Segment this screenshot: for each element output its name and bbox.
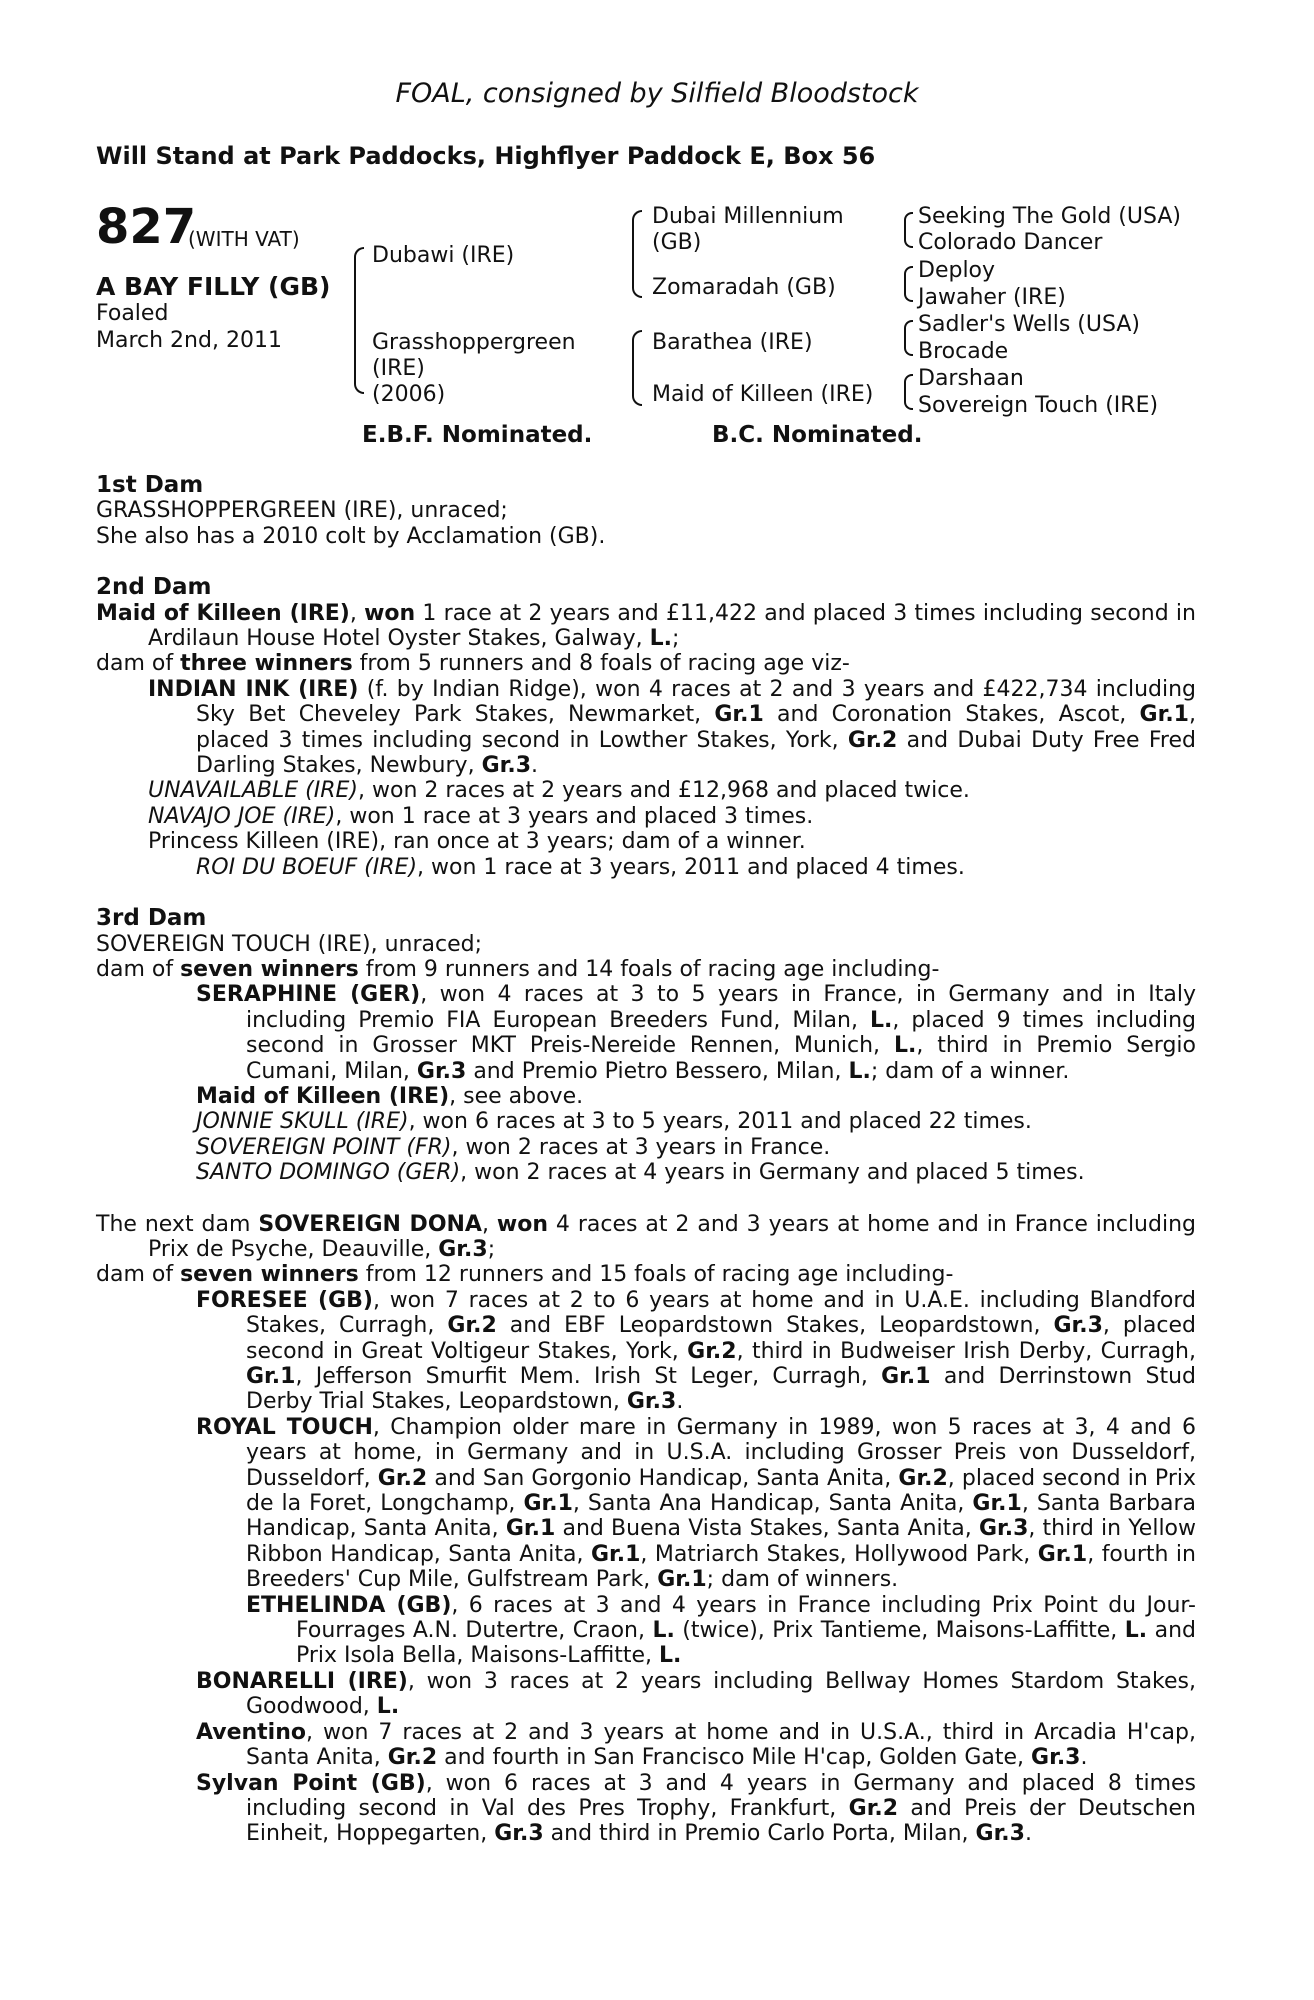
g3-ddd: Sovereign Touch (IRE)	[918, 393, 1159, 418]
vat-note: (WITH VAT)	[188, 227, 300, 251]
first-dam-line: GRASSHOPPERGREEN (IRE), unraced;	[96, 498, 508, 524]
next-dam-produce-summary: dam of seven winners from 12 runners and 15 foals of racing age including-	[96, 1262, 954, 1288]
lot-title: A BAY FILLY (GB)	[96, 272, 331, 301]
produce-jonnie-skull: JONNIE SKULL (IRE), won 6 races at 3 to 5 years, 2011 and placed 22 times.	[196, 1109, 1032, 1135]
dam-sire: Barathea (IRE)	[652, 330, 813, 355]
lot-number: 827	[96, 199, 197, 255]
produce-santo-domingo: SANTO DOMINGO (GER), won 2 races at 4 years in Germany and placed 5 times.	[196, 1160, 1085, 1186]
pedigree-bracket-gen1	[354, 247, 364, 394]
produce-princess-killeen: Princess Killeen (IRE), ran once at 3 years; dam of a winner.	[148, 829, 806, 855]
sire-dam: Zomaradah (GB)	[652, 275, 836, 300]
foaled-label: Foaled	[96, 301, 169, 326]
dam-line1: Grasshoppergreen	[372, 330, 576, 355]
pedigree-bracket-dd	[904, 374, 913, 410]
second-dam-heading: 2nd Dam	[96, 574, 212, 601]
produce-indian-ink: INDIAN INK (IRE) (f. by Indian Ridge), won 4 races at 2 and 3 years and £422,734 including Sky Bet Cheveley Park Stakes, Newmarket, Gr.1 and Coronation Stakes, Ascot, Gr.1, placed 3 times including second in Lowther Stakes, York, Gr.2 and Dubai Duty Free Fred Darling Stakes, Newbury, Gr.3.	[148, 676, 1196, 779]
pedigree-bracket-dam	[632, 330, 642, 406]
pedigree-bracket-sire	[632, 210, 642, 298]
dam-line3: (2006)	[372, 382, 446, 407]
g3-sdd: Jawaher (IRE)	[918, 285, 1066, 310]
second-dam-entry: Maid of Killeen (IRE), won 1 race at 2 years and £11,422 and placed 3 times including second in Ardilaun House Hotel Oyster Stakes, Galway, L.;	[96, 600, 1196, 652]
produce-maid-of-killeen: Maid of Killeen (IRE), see above.	[196, 1083, 584, 1109]
next-dam-entry: The next dam SOVEREIGN DONA, won 4 races at 2 and 3 years at home and in France including Prix de Psyche, Deauville, Gr.3;	[96, 1211, 1196, 1262]
sire-sire-line2: (GB)	[652, 230, 702, 255]
g3-dss: Sadler's Wells (USA)	[918, 312, 1140, 337]
third-dam-produce-summary: dam of seven winners from 9 runners and 14 foals of racing age including-	[96, 956, 940, 982]
produce-seraphine: SERAPHINE (GER), won 4 races at 3 to 5 years in France, in Germany and in Italy including Premio FIA European Breeders Fund, Milan, L., placed 9 times including second in Grosser MKT Preis-Nereide Rennen, Munich, L., third in Premio Sergio Cumani, Milan, Gr.3 and Premio Pietro Bessero, Milan, L.; dam of a winner.	[196, 982, 1197, 1084]
produce-navajo-joe: NAVAJO JOE (IRE), won 1 race at 3 years and placed 3 times.	[148, 803, 814, 829]
catalogue-body	[96, 473, 1196, 1847]
third-dam-line: SOVEREIGN TOUCH (IRE), unraced;	[96, 931, 483, 957]
produce-roi-du-boeuf: ROI DU BOEUF (IRE), won 1 race at 3 years, 2011 and placed 4 times.	[196, 854, 965, 880]
sire-sire-line1: Dubai Millennium	[652, 204, 844, 229]
g3-sss: Seeking The Gold (USA)	[918, 204, 1181, 229]
produce-aventino: Aventino, won 7 races at 2 and 3 years at home and in U.S.A., third in Arcadia H'cap, Santa Anita, Gr.2 and fourth in San Francisco Mile H'cap, Golden Gate, Gr.3.	[196, 1719, 1196, 1771]
produce-royal-touch: ROYAL TOUCH, Champion older mare in Germany in 1989, won 5 races at 3, 4 and 6 years at home, in Germany and in U.S.A. including Grosser Preis von Dusseldorf, Dusseldorf, Gr.2 and San Gorgonio Handicap, Santa Anita, Gr.2, placed second in Prix de la Foret, Longchamp, Gr.1, Santa Ana Handicap, Santa Anita, Gr.1, Santa Barbara Handicap, Santa Anita, Gr.1 and Buena Vista Stakes, Santa Anita, Gr.3, third in Yellow Ribbon Handicap, Santa Anita, Gr.1, Matriarch Stakes, Hollywood Park, Gr.1, fourth in Breeders' Cup Mile, Gulfstream Park, Gr.1; dam of winners.	[196, 1414, 1197, 1593]
ebf-nominated: E.B.F. Nominated.	[362, 422, 593, 448]
produce-sovereign-point: SOVEREIGN POINT (FR), won 2 races at 3 years in France.	[196, 1134, 831, 1160]
pedigree-bracket-ds	[904, 320, 913, 356]
g3-ssd: Colorado Dancer	[918, 230, 1103, 255]
bc-nominated: B.C. Nominated.	[712, 422, 923, 448]
produce-sylvan-point: Sylvan Point (GB), won 6 races at 3 and 4 years in Germany and placed 8 times including second in Val des Pres Trophy, Frankfurt, Gr.2 and Preis der Deutschen Einheit, Hoppegarten, Gr.3 and third in Premio Carlo Porta, Milan, Gr.3.	[196, 1770, 1196, 1847]
stand-location: Will Stand at Park Paddocks, Highflyer Paddock E, Box 56	[96, 142, 876, 170]
produce-unavailable: UNAVAILABLE (IRE), won 2 races at 2 years and £12,968 and placed twice.	[148, 778, 970, 804]
pedigree-bracket-sd	[904, 266, 913, 302]
dam-dam: Maid of Killeen (IRE)	[652, 382, 874, 407]
produce-foresee: FORESEE (GB), won 7 races at 2 to 6 years at home and in U.A.E. including Blandford Stakes, Curragh, Gr.2 and EBF Leopardstown Stakes, Leopardstown, Gr.3, placed second in Great Voltigeur Stakes, York, Gr.2, third in Budweiser Irish Derby, Curragh, Gr.1, Jefferson Smurfit Mem. Irish St Leger, Curragh, Gr.1 and Derrinstown Stud Derby Trial Stakes, Leopardstown, Gr.3.	[196, 1287, 1196, 1415]
foaled-date: March 2nd, 2011	[96, 328, 282, 353]
first-dam-produce: She also has a 2010 colt by Acclamation (GB).	[96, 523, 606, 549]
pedigree-bracket-ss	[904, 212, 913, 248]
g3-dsd: Brocade	[918, 339, 1009, 364]
second-dam-produce-summary: dam of three winners from 5 runners and 8 foals of racing age viz-	[96, 651, 850, 677]
third-dam-heading: 3rd Dam	[96, 905, 207, 932]
produce-ethelinda: ETHELINDA (GB), 6 races at 3 and 4 years in France including Prix Point du Jour-Fourrages A.N. Dutertre, Craon, L. (twice), Prix Tantieme, Maisons-Laffitte, L. and Prix Isola Bella, Maisons-Laffitte, L.	[246, 1592, 1196, 1669]
g3-dds: Darshaan	[918, 366, 1024, 391]
first-dam-heading: 1st Dam	[96, 472, 204, 498]
catalogue-title: FOAL, consigned by Silfield Bloodstock	[395, 78, 919, 109]
produce-bonarelli: BONARELLI (IRE), won 3 races at 2 years including Bellway Homes Stardom Stakes, Goodwood, L.	[196, 1668, 1196, 1720]
sire: Dubawi (IRE)	[372, 243, 515, 268]
dam-line2: (IRE)	[372, 356, 425, 381]
g3-sds: Deploy	[918, 258, 996, 283]
